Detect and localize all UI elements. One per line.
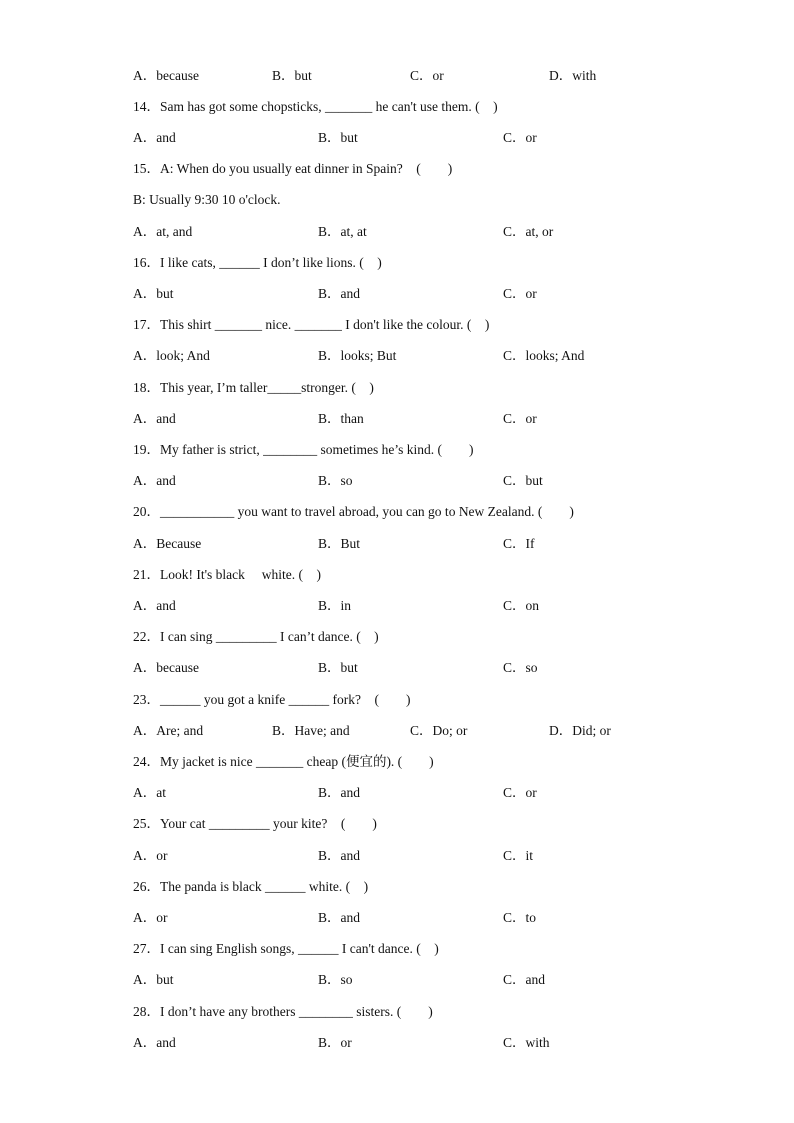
option-b: B．so (318, 473, 353, 488)
option-b: B．but (318, 660, 358, 675)
option-c: C．or (503, 130, 537, 145)
option-a: A．Because (133, 536, 202, 551)
question-17: 17．This shirt _______ nice. _______ I don't like the colour. ( ) (133, 317, 490, 332)
question-28: 28．I don’t have any brothers ________ sisters. ( ) (133, 1004, 433, 1019)
options-row-17 (0, 346, 794, 366)
option-c: C．but (503, 473, 543, 488)
question-19: 19．My father is strict, ________ sometimes he’s kind. ( ) (133, 442, 474, 457)
options-row-14 (0, 128, 794, 148)
options-row-21 (0, 596, 794, 616)
options-row-18 (0, 409, 794, 429)
option-b: B．and (318, 785, 360, 800)
option-a: A．Are; and (133, 723, 204, 738)
option-b: B．than (318, 411, 364, 426)
options-row-28 (0, 1033, 794, 1053)
option-b: B．at, at (318, 224, 367, 239)
option-d: D．with (549, 68, 597, 83)
option-a: A．at (133, 785, 166, 800)
option-c: C．or (503, 785, 537, 800)
options-row-24 (0, 783, 794, 803)
option-a: A．at, and (133, 224, 193, 239)
question-25: 25．Your cat _________ your kite? ( ) (133, 816, 377, 831)
option-c: C．Do; or (410, 723, 468, 738)
options-row-19 (0, 471, 794, 491)
option-c: C．or (503, 411, 537, 426)
option-a: A．but (133, 972, 174, 987)
question-27: 27．I can sing English songs, ______ I can't dance. ( ) (133, 941, 439, 956)
option-b: B．or (318, 1035, 352, 1050)
option-c: C．to (503, 910, 537, 925)
options-row-13 (0, 66, 794, 86)
option-a: A．or (133, 910, 168, 925)
option-b: B．so (318, 972, 353, 987)
option-b: B．but (272, 68, 312, 83)
option-c: C．If (503, 536, 535, 551)
option-a: A．and (133, 1035, 176, 1050)
question-21: 21．Look! It's black white. ( ) (133, 567, 322, 582)
question-18: 18．This year, I’m taller_____stronger. ( ) (133, 380, 374, 395)
option-b: B．and (318, 848, 360, 863)
option-c: C．at, or (503, 224, 554, 239)
question-24: 24．My jacket is nice _______ cheap (便宜的). ( ) (133, 754, 434, 769)
option-d: D．Did; or (549, 723, 611, 738)
option-c: C．or (410, 68, 444, 83)
options-row-26 (0, 908, 794, 928)
options-row-25 (0, 846, 794, 866)
option-c: C．with (503, 1035, 550, 1050)
question-15-part-b: B: Usually 9:30 10 o'clock. (133, 192, 281, 207)
option-c: C．it (503, 848, 534, 863)
option-b: B．but (318, 130, 358, 145)
option-a: A．because (133, 68, 199, 83)
question-20: 20．___________ you want to travel abroad, you can go to New Zealand. ( ) (133, 504, 574, 519)
option-a: A．and (133, 130, 176, 145)
question-15: 15．A: When do you usually eat dinner in Spain? ( ) (133, 161, 453, 176)
option-c: C．or (503, 286, 537, 301)
option-c: C．so (503, 660, 538, 675)
options-row-20 (0, 534, 794, 554)
option-c: C．and (503, 972, 545, 987)
options-row-27 (0, 970, 794, 990)
option-b: B．But (318, 536, 361, 551)
option-a: A．because (133, 660, 199, 675)
option-b: B．Have; and (272, 723, 350, 738)
option-c: C．on (503, 598, 540, 613)
option-b: B．in (318, 598, 352, 613)
option-a: A．and (133, 411, 176, 426)
question-16: 16．I like cats, ______ I don’t like lions. ( ) (133, 255, 382, 270)
option-a: A．or (133, 848, 168, 863)
question-14: 14．Sam has got some chopsticks, _______ he can't use them. ( ) (133, 99, 498, 114)
option-a: A．and (133, 473, 176, 488)
option-c: C．looks; And (503, 348, 585, 363)
question-26: 26．The panda is black ______ white. ( ) (133, 879, 369, 894)
options-row-16 (0, 284, 794, 304)
option-a: A．but (133, 286, 174, 301)
options-row-22 (0, 658, 794, 678)
question-23: 23．______ you got a knife ______ fork? ( ) (133, 692, 411, 707)
option-b: B．looks; But (318, 348, 397, 363)
option-a: A．look; And (133, 348, 210, 363)
question-22: 22．I can sing _________ I can’t dance. ( ) (133, 629, 379, 644)
option-b: B．and (318, 286, 360, 301)
options-row-23 (0, 721, 794, 741)
option-a: A．and (133, 598, 176, 613)
options-row-15 (0, 222, 794, 242)
option-b: B．and (318, 910, 360, 925)
